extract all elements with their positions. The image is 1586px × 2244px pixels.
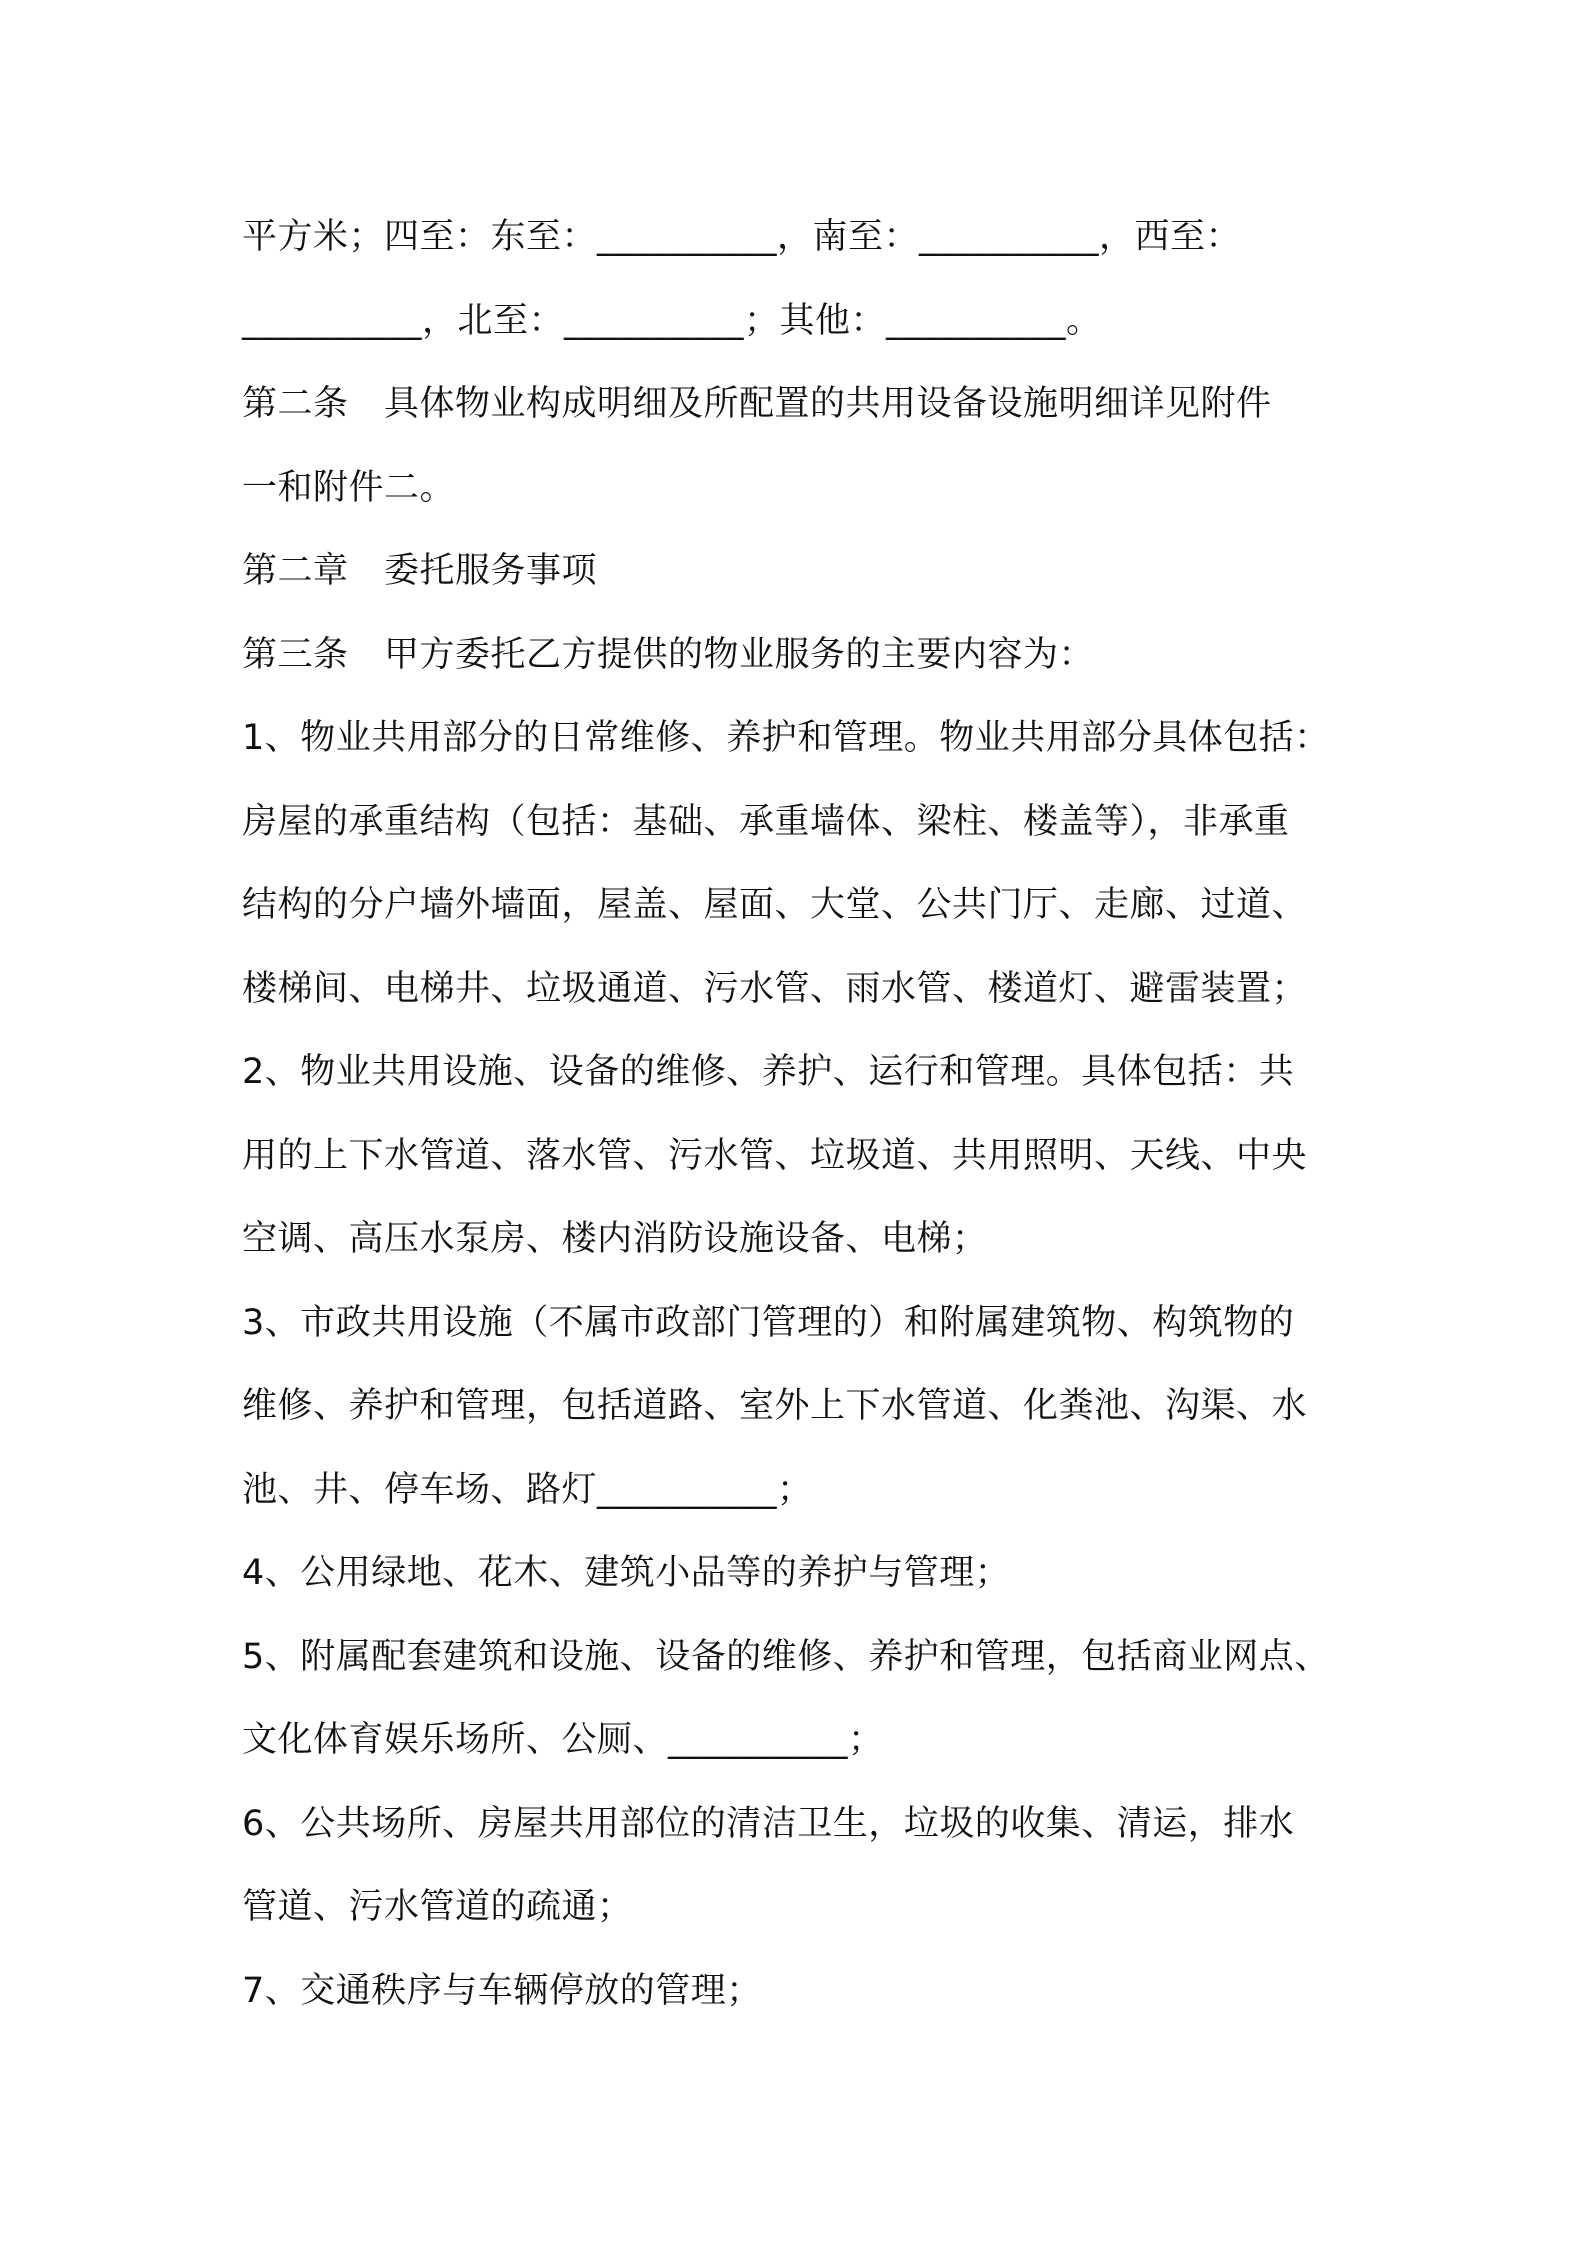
text-line: __________，北至：__________；其他：__________。 [242, 300, 1102, 341]
text-line: 结构的分户墙外墙面，屋盖、屋面、大堂、公共门厅、走廊、过道、 [242, 885, 1308, 925]
text-line: 管道、污水管道的疏通； [242, 1887, 633, 1927]
list-item: 4、公用绿地、花木、建筑小品等的养护与管理； [242, 1553, 1011, 1593]
document-body [242, 196, 1372, 2033]
list-item: 2、物业共用设施、设备的维修、养护、运行和管理。具体包括：共 [242, 1052, 1295, 1092]
article-heading: 第三条 甲方委托乙方提供的物业服务的主要内容为： [242, 634, 1095, 675]
chapter-heading: 第二章 委托服务事项 [242, 551, 598, 591]
text-line: 用的上下水管道、落水管、污水管、垃圾道、共用照明、天线、中央 [242, 1135, 1308, 1176]
text-line: 维修、养护和管理，包括道路、室外上下水管道、化粪池、沟渠、水 [242, 1386, 1308, 1426]
list-item: 5、附属配套建筑和设施、设备的维修、养护和管理，包括商业网点、 [242, 1636, 1330, 1677]
text-line: 文化体育娱乐场所、公厕、__________； [242, 1720, 884, 1760]
list-item: 3、市政共用设施（不属市政部门管理的）和附属建筑物、构筑物的 [242, 1302, 1295, 1343]
text-line: 空调、高压水泵房、楼内消防设施设备、电梯； [242, 1219, 988, 1259]
text-line: 平方米；四至：东至：__________，南至：__________，西至： [242, 217, 1242, 257]
article-heading: 第二条 具体物业构成明细及所配置的共用设备设施明细详见附件 [242, 384, 1272, 424]
list-item: 1、物业共用部分的日常维修、养护和管理。物业共用部分具体包括： [242, 718, 1330, 758]
text-line: 池、井、停车场、路灯__________； [242, 1469, 813, 1510]
list-item: 6、公共场所、房屋共用部位的清洁卫生，垃圾的收集、清运，排水 [242, 1803, 1295, 1844]
text-line: 楼梯间、电梯井、垃圾通道、污水管、雨水管、楼道灯、避雷装置； [242, 968, 1308, 1009]
text-line: 一和附件二。 [242, 467, 456, 508]
text-line: 房屋的承重结构（包括：基础、承重墙体、梁柱、楼盖等），非承重 [242, 801, 1290, 842]
list-item: 7、交通秩序与车辆停放的管理； [242, 1970, 762, 2011]
